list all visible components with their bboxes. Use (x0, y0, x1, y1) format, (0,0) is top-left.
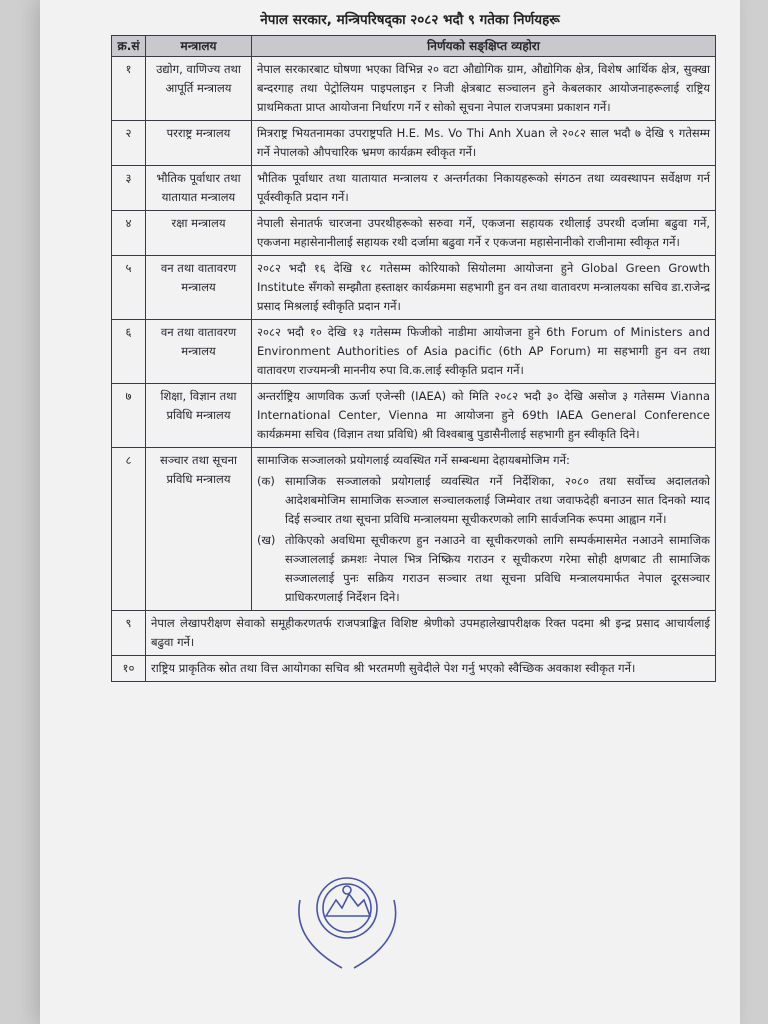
row-summary-intro: सामाजिक सञ्जालको प्रयोगलाई व्यवस्थित गर्ने सम्बन्धमा देहायबमोजिम गर्ने: (257, 453, 570, 467)
header-ministry: मन्त्रालय (146, 36, 252, 57)
table-row (112, 121, 716, 166)
row-num: १ (112, 57, 146, 121)
row-summary: २०८२ भदौ १६ देखि १८ गतेसम्म कोरियाको सियोलमा आयोजना हुने Global Green Growth Institute सँगको सम्झौता हस्ताक्षर कार्यक्रममा सहभागी हुन वन तथा वातावरण मन्त्रालयका सचिव डा.राजेन्द्र प्रसाद मिश्रलाई स्वीकृति प्रदान गर्ने। (252, 256, 716, 320)
table-row (112, 211, 716, 256)
row-ministry: परराष्ट्र मन्त्रालय (146, 121, 252, 166)
row-ministry: उद्योग, वाणिज्य तथा आपूर्ति मन्त्रालय (146, 57, 252, 121)
table-row (112, 256, 716, 320)
row-num: ८ (112, 448, 146, 611)
row-summary: नेपाली सेनातर्फ चारजना उपरथीहरूको सरुवा गर्ने, एकजना सहायक रथीलाई उपरथी दर्जामा बढुवा गर्ने, एकजना महासेनानीलाई सहायक रथी दर्जामा बढुवा गर्ने र एकजना महासेनानीको राजीनामा स्वीकृत गर्ने। (252, 211, 716, 256)
row-num: ३ (112, 166, 146, 211)
row-ministry: शिक्षा, विज्ञान तथा प्रविधि मन्त्रालय (146, 384, 252, 448)
sub-item-b-text: तोकिएको अवधिमा सूचीकरण हुन नआउने वा सूचीकरणको लागि सम्पर्कमासमेत नआउने सामाजिक सञ्जाललाई क्रमशः नेपाल भित्र निष्क्रिय गराउन र सूचीकरण गरेमा सोही क्षणबाट ती सामाजिक सञ्जाललाई पुनः सक्रिय गराउन सञ्चार तथा सूचना प्रविधि मन्त्रालयमार्फत नेपाल दूरसञ्चार प्राधिकरणलाई निर्देशन दिने। (285, 533, 710, 604)
row-summary: अन्तर्राष्ट्रिय आणविक ऊर्जा एजेन्सी (IAEA) को मिति २०८२ भदौ ३० देखि असोज ३ गतेसम्म Vianna International Center, Vienna मा आयोजना हुने 69th IAEA General Conference कार्यक्रममा सचिव (विज्ञान तथा प्रविधि) श्री विश्वबाबु पुडासैनीलाई सहभागी हुन स्वीकृति दिने। (252, 384, 716, 448)
seal-mountain-icon (326, 894, 370, 916)
header-num: क्र.सं (112, 36, 146, 57)
table-row (112, 57, 716, 121)
table-row (112, 611, 716, 656)
sub-item-a-text: सामाजिक सञ्जालको प्रयोगलाई व्यवस्थित गर्ने निर्देशिका, २०८० तथा सर्वोच्च अदालतको आदेशबमोजिम सामाजिक सञ्जाल सञ्चालकलाई जिम्मेवार तथा जवाफदेही बनाउन सात दिनको म्याद दिई सञ्चार तथा सूचना प्रविधि मन्त्रालयमा सूचीकरणको लागि सार्वजनिक रूपमा आह्वान गर्ने। (285, 474, 710, 526)
row-ministry: सञ्चार तथा सूचना प्रविधि मन्त्रालय (146, 448, 252, 611)
table-row (112, 166, 716, 211)
row-summary: २०८२ भदौ १० देखि १३ गतेसम्म फिजीको नाडीमा आयोजना हुने 6th Forum of Ministers and Environment Authorities of Asia pacific (6th AP Forum) मा सहभागी हुन वन तथा वातावरण राज्यमन्त्री माननीय रुपा वि.क.लाई स्वीकृति प्रदान गर्ने। (252, 320, 716, 384)
table-header-row (112, 36, 716, 57)
seal-arc-left (299, 900, 342, 968)
decisions-table (111, 35, 716, 682)
row-num: १० (112, 656, 146, 682)
row-ministry: वन तथा वातावरण मन्त्रालय (146, 256, 252, 320)
seal-sun-icon (343, 886, 351, 894)
row-summary: मित्रराष्ट्र भियतनामका उपराष्ट्रपति H.E. Ms. Vo Thi Anh Xuan ले २०८२ साल भदौ ७ देखि ९ गतेसम्म गर्ने नेपालको औपचारिक भ्रमण कार्यक्रम स्वीकृत गर्ने। (252, 121, 716, 166)
row-summary: नेपाल सरकारबाट घोषणा भएका विभिन्न २० वटा औद्योगिक ग्राम, औद्योगिक क्षेत्र, विशेष आर्थिक क्षेत्र, सुक्खा बन्दरगाह तथा पेट्रोलियम पाइपलाइन र निजी क्षेत्रबाट सञ्चालन हुने केबलकार आयोजनाहरूलाई राष्ट्रिय प्राथमिकता प्राप्त आयोजना निर्धारण गर्ने र सोको सूचना नेपाल राजपत्रमा प्रकाशन गर्ने। (252, 57, 716, 121)
sub-item-a (257, 472, 710, 529)
table-row (112, 656, 716, 682)
header-summary: निर्णयको सङ्क्षिप्त व्यहोरा (252, 36, 716, 57)
row-num: ५ (112, 256, 146, 320)
row-ministry: रक्षा मन्त्रालय (146, 211, 252, 256)
sub-item-b-label: (ख) (257, 533, 276, 547)
row-summary: भौतिक पूर्वाधार तथा यातायात मन्त्रालय र अन्तर्गतका निकायहरूको संगठन तथा व्यवस्थापन सर्वेक्षण गर्न पूर्वस्वीकृति प्रदान गर्ने। (252, 166, 716, 211)
page-title: नेपाल सरकार, मन्त्रिपरिषद्का २०८२ भदौ ९ गतेका निर्णयहरू (260, 12, 560, 28)
sub-item-b (257, 531, 710, 607)
row-summary (252, 448, 716, 611)
sub-item-a-label: (क) (257, 474, 275, 488)
row-num: २ (112, 121, 146, 166)
row-num: ४ (112, 211, 146, 256)
row-ministry: भौतिक पूर्वाधार तथा यातायात मन्त्रालय (146, 166, 252, 211)
ministry-seal-stamp (282, 870, 412, 980)
row-ministry: वन तथा वातावरण मन्त्रालय (146, 320, 252, 384)
table-row (112, 448, 716, 611)
row-summary: नेपाल लेखापरीक्षण सेवाको समूहीकरणतर्फ राजपत्राङ्कित विशिष्ट श्रेणीको उपमहालेखापरीक्षक रिक्त पदमा श्री इन्द्र प्रसाद आचार्यलाई बढुवा गर्ने। (146, 611, 716, 656)
row-num: ६ (112, 320, 146, 384)
row-num: ७ (112, 384, 146, 448)
row-num: ९ (112, 611, 146, 656)
table-row (112, 384, 716, 448)
seal-outer-ring (317, 878, 377, 938)
table-row (112, 320, 716, 384)
seal-arc-right (354, 900, 396, 968)
row-summary: राष्ट्रिय प्राकृतिक स्रोत तथा वित्त आयोगका सचिव श्री भरतमणी सुवेदीले पेश गर्नु भएको स्वैच्छिक अवकाश स्वीकृत गर्ने। (146, 656, 716, 682)
